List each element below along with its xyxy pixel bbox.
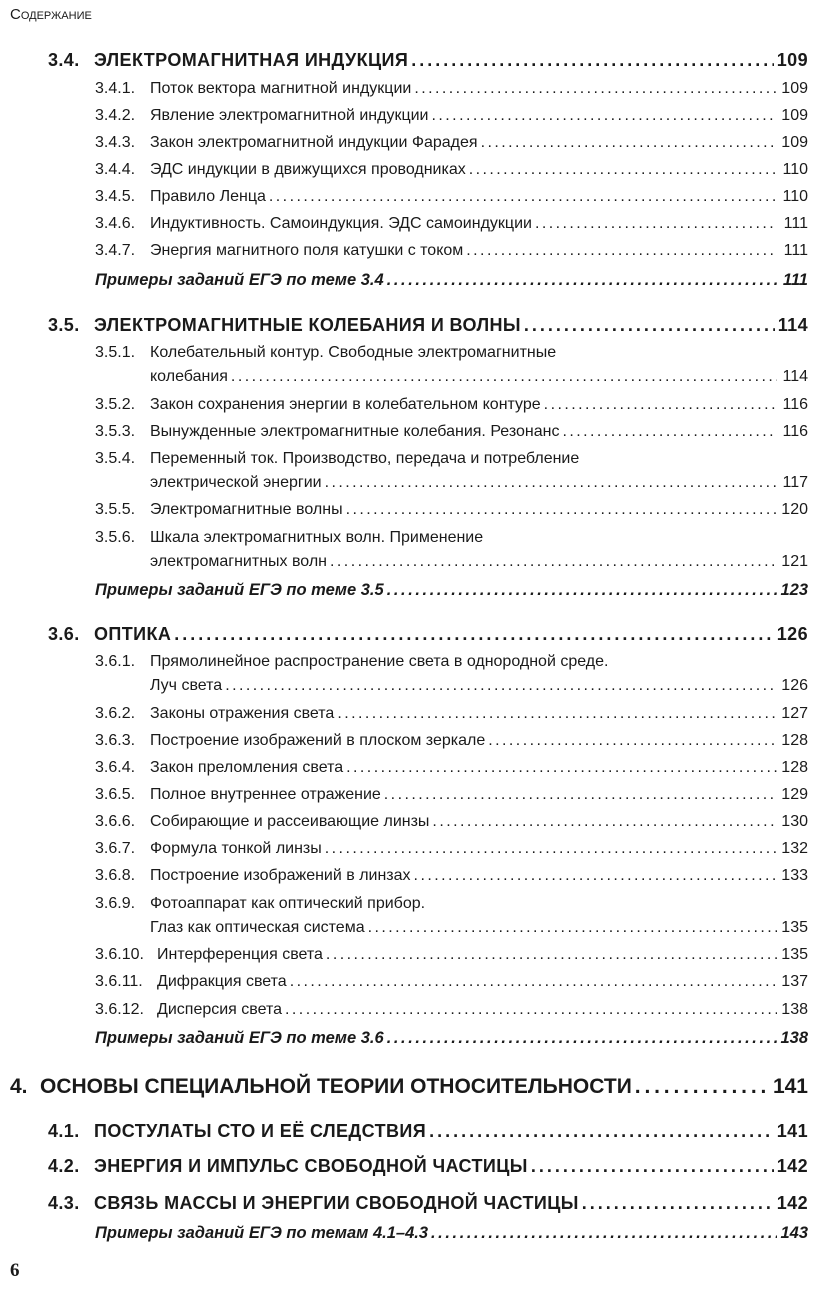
toc-entry-continuation[interactable] <box>150 919 808 937</box>
entry-title: Полное внутреннее отражение <box>150 786 381 803</box>
section-number: 3.5. <box>48 315 80 335</box>
section-number: 4.2. <box>48 1156 80 1176</box>
page-ref: 138 <box>780 1029 808 1047</box>
page-ref: 116 <box>782 396 808 413</box>
toc-examples-4[interactable] <box>0 1224 808 1243</box>
toc-entry[interactable] <box>0 161 808 179</box>
toc-entry[interactable] <box>0 107 808 125</box>
page-ref: 126 <box>776 624 808 644</box>
entry-number: 3.5.3. <box>95 423 136 440</box>
page-ref: 130 <box>781 813 808 830</box>
toc-entry[interactable] <box>0 529 808 547</box>
entry-title: Собирающие и рассеивающие линзы <box>150 813 430 830</box>
entry-number: 3.4.7. <box>95 242 136 259</box>
leader-dots <box>231 368 777 386</box>
leader-dots <box>325 840 777 858</box>
entry-title-cont: Луч света <box>150 677 223 694</box>
toc-entry[interactable] <box>0 813 808 831</box>
leader-dots <box>531 1156 774 1177</box>
entry-title: Индуктивность. Самоиндукция. ЭДС самоиндукции <box>150 215 532 232</box>
leader-dots <box>346 501 777 519</box>
page-ref: 129 <box>781 786 808 803</box>
page-ref: 141 <box>772 1075 808 1098</box>
page-ref: 111 <box>783 242 808 259</box>
leader-dots <box>429 1121 774 1142</box>
toc-entry[interactable] <box>0 1001 808 1019</box>
page-number: 6 <box>10 1260 20 1281</box>
leader-dots <box>466 242 777 260</box>
entry-title: Шкала электромагнитных волн. Применение <box>150 529 484 546</box>
entry-title: Построение изображений в плоском зеркале <box>150 732 486 749</box>
toc-entry-continuation[interactable] <box>150 474 808 492</box>
toc-entry[interactable] <box>0 732 808 750</box>
toc-entry[interactable] <box>0 759 808 777</box>
entry-title: Явление электромагнитной индукции <box>150 107 429 124</box>
toc-entry[interactable] <box>0 396 808 414</box>
page-ref: 128 <box>781 759 808 776</box>
entry-title: Переменный ток. Производство, передача и потребление <box>150 450 580 467</box>
entry-title: Формула тонкой линзы <box>150 840 322 857</box>
chapter-title: ОСНОВЫ СПЕЦИАЛЬНОЙ ТЕОРИИ ОТНОСИТЕЛЬНОСТИ <box>40 1075 632 1098</box>
entry-number: 3.6.12. <box>95 1001 144 1018</box>
page-ref: 116 <box>782 423 808 440</box>
page-ref: 138 <box>781 1001 808 1018</box>
leader-dots <box>524 315 775 336</box>
entry-number: 3.4.2. <box>95 107 136 124</box>
leader-dots <box>635 1075 770 1099</box>
entry-number: 3.4.4. <box>95 161 136 178</box>
toc-section-4-1[interactable] <box>0 1121 808 1142</box>
toc-entry[interactable] <box>0 973 808 991</box>
leader-dots <box>535 215 777 233</box>
entry-number: 3.6.1. <box>95 653 136 670</box>
leader-dots <box>414 80 777 98</box>
page-ref: 110 <box>782 188 808 205</box>
toc-entry[interactable] <box>0 895 808 913</box>
leader-dots <box>432 813 777 831</box>
entry-title: Энергия магнитного поля катушки с током <box>150 242 464 259</box>
examples-title: Примеры заданий ЕГЭ по теме 3.5 <box>95 581 384 599</box>
toc-entry[interactable] <box>0 450 808 468</box>
page-ref: 120 <box>781 501 808 518</box>
page-ref: 141 <box>776 1121 808 1141</box>
entry-number: 3.5.1. <box>95 344 136 361</box>
leader-dots <box>582 1193 774 1214</box>
entry-number: 3.5.4. <box>95 450 136 467</box>
page-ref: 114 <box>782 368 808 385</box>
entry-number: 3.6.2. <box>95 705 136 722</box>
toc-entry-continuation[interactable] <box>150 553 808 571</box>
entry-number: 3.6.4. <box>95 759 136 776</box>
leader-dots <box>544 396 777 414</box>
toc-entry[interactable] <box>0 840 808 858</box>
leader-dots <box>326 946 777 964</box>
leader-dots <box>414 867 777 885</box>
entry-title: Дифракция света <box>157 973 287 990</box>
leader-dots <box>330 553 777 571</box>
section-title: СВЯЗЬ МАССЫ И ЭНЕРГИИ СВОБОДНОЙ ЧАСТИЦЫ <box>94 1193 579 1213</box>
toc-entry-continuation[interactable] <box>150 368 808 386</box>
leader-dots <box>225 677 777 695</box>
entry-title-cont: электрической энергии <box>150 474 322 491</box>
section-title: ЭЛЕКТРОМАГНИТНЫЕ КОЛЕБАНИЯ И ВОЛНЫ <box>94 315 521 335</box>
toc-entry[interactable] <box>0 134 808 152</box>
leader-dots <box>481 134 777 152</box>
entry-title: Колебательный контур. Свободные электромагнитные <box>150 344 557 361</box>
page-ref: 114 <box>777 315 808 335</box>
leader-dots <box>346 759 777 777</box>
entry-number: 3.4.3. <box>95 134 136 151</box>
toc-entry[interactable] <box>0 501 808 519</box>
section-title: ЭЛЕКТРОМАГНИТНАЯ ИНДУКЦИЯ <box>94 50 409 70</box>
section-number: 3.4. <box>48 50 80 70</box>
page-ref: 143 <box>780 1224 808 1242</box>
page-ref: 109 <box>776 50 808 70</box>
toc-entry[interactable] <box>0 188 808 206</box>
leader-dots <box>432 107 778 125</box>
toc-section-3-4[interactable] <box>0 50 808 71</box>
entry-title: Электромагнитные волны <box>150 501 343 518</box>
entry-number: 3.6.6. <box>95 813 136 830</box>
entry-number: 3.6.3. <box>95 732 136 749</box>
toc-chapter-4[interactable] <box>0 1075 808 1099</box>
toc-entry[interactable] <box>0 80 808 98</box>
leader-dots <box>325 474 777 492</box>
page-ref: 111 <box>783 215 808 232</box>
entry-title: Правило Ленца <box>150 188 266 205</box>
toc-examples-3-5[interactable] <box>0 581 808 600</box>
page-ref: 132 <box>781 840 808 857</box>
leader-dots <box>368 919 777 937</box>
entry-title-cont: Глаз как оптическая система <box>150 919 365 936</box>
leader-dots <box>384 786 777 804</box>
running-head: Содержание <box>10 6 92 23</box>
toc-entry[interactable] <box>0 867 808 885</box>
entry-title: Интерференция света <box>157 946 323 963</box>
leader-dots <box>387 271 777 290</box>
toc-entry[interactable] <box>0 786 808 804</box>
leader-dots <box>285 1001 777 1019</box>
toc-section-4-3[interactable] <box>0 1193 808 1214</box>
page-ref: 123 <box>780 581 808 599</box>
toc-section-3-5[interactable] <box>0 315 808 336</box>
toc-section-3-6[interactable] <box>0 624 808 645</box>
entry-title: Закон сохранения энергии в колебательном контуре <box>150 396 541 413</box>
entry-number: 3.4.5. <box>95 188 136 205</box>
entry-number: 3.6.7. <box>95 840 136 857</box>
entry-number: 3.6.10. <box>95 946 144 963</box>
toc-entry[interactable] <box>0 653 808 671</box>
entry-number: 3.6.8. <box>95 867 136 884</box>
page-ref: 109 <box>781 134 808 151</box>
toc-entry-continuation[interactable] <box>150 677 808 695</box>
examples-title: Примеры заданий ЕГЭ по теме 3.4 <box>95 271 384 289</box>
page-ref: 127 <box>781 705 808 722</box>
leader-dots <box>431 1224 777 1243</box>
entry-title: Поток вектора магнитной индукции <box>150 80 412 97</box>
leader-dots <box>387 1029 777 1048</box>
section-title: ЭНЕРГИЯ И ИМПУЛЬС СВОБОДНОЙ ЧАСТИЦЫ <box>94 1156 528 1176</box>
entry-number: 3.5.5. <box>95 501 136 518</box>
leader-dots <box>469 161 777 179</box>
chapter-number: 4. <box>10 1075 28 1098</box>
entry-title: Закон электромагнитной индукции Фарадея <box>150 134 478 151</box>
entry-title-cont: колебания <box>150 368 228 385</box>
toc-examples-3-6[interactable] <box>0 1029 808 1048</box>
page-ref: 135 <box>781 919 808 936</box>
entry-title: ЭДС индукции в движущихся проводниках <box>150 161 466 178</box>
toc-entry[interactable] <box>0 946 808 964</box>
page-ref: 135 <box>781 946 808 963</box>
page-ref: 109 <box>781 80 808 97</box>
entry-title: Закон преломления света <box>150 759 344 776</box>
page-ref: 117 <box>782 474 808 491</box>
section-number: 3.6. <box>48 624 80 644</box>
entry-number: 3.5.2. <box>95 396 136 413</box>
page-ref: 128 <box>781 732 808 749</box>
examples-title: Примеры заданий ЕГЭ по теме 3.6 <box>95 1029 384 1047</box>
section-title: ОПТИКА <box>94 624 172 644</box>
entry-number: 3.6.5. <box>95 786 136 803</box>
page-ref: 133 <box>781 867 808 884</box>
toc-entry[interactable] <box>0 423 808 441</box>
entry-number: 3.4.1. <box>95 80 136 97</box>
page-ref: 126 <box>781 677 808 694</box>
section-number: 4.1. <box>48 1121 80 1141</box>
page-ref: 109 <box>781 107 808 124</box>
leader-dots <box>337 705 777 723</box>
entry-title: Дисперсия света <box>157 1001 283 1018</box>
entry-title: Прямолинейное распространение света в однородной среде. <box>150 653 609 670</box>
leader-dots <box>411 50 774 71</box>
entry-title: Законы отражения света <box>150 705 335 722</box>
page-ref: 111 <box>782 271 808 289</box>
page-ref: 137 <box>781 973 808 990</box>
toc-entry[interactable] <box>0 215 808 233</box>
leader-dots <box>387 581 777 600</box>
toc-section-4-2[interactable] <box>0 1156 808 1177</box>
entry-number: 3.5.6. <box>95 529 136 546</box>
leader-dots <box>174 624 774 645</box>
toc-entry[interactable] <box>0 344 808 362</box>
leader-dots <box>562 423 777 441</box>
page-ref: 110 <box>782 161 808 178</box>
page-ref: 142 <box>776 1193 808 1213</box>
leader-dots <box>290 973 777 991</box>
entry-title: Вынужденные электромагнитные колебания. Резонанс <box>150 423 560 440</box>
leader-dots <box>488 732 777 750</box>
section-number: 4.3. <box>48 1193 80 1213</box>
toc-entry[interactable] <box>0 705 808 723</box>
leader-dots <box>269 188 777 206</box>
entry-number: 3.6.11. <box>95 973 143 990</box>
entry-number: 3.4.6. <box>95 215 136 232</box>
examples-title: Примеры заданий ЕГЭ по темам 4.1–4.3 <box>95 1224 429 1242</box>
entry-number: 3.6.9. <box>95 895 136 912</box>
section-title: ПОСТУЛАТЫ СТО И ЕЁ СЛЕДСТВИЯ <box>94 1121 427 1141</box>
entry-title: Фотоаппарат как оптический прибор. <box>150 895 426 912</box>
page-ref: 142 <box>776 1156 808 1176</box>
page-ref: 121 <box>781 553 808 570</box>
toc-entry[interactable] <box>0 242 808 260</box>
entry-title: Построение изображений в линзах <box>150 867 411 884</box>
entry-title-cont: электромагнитных волн <box>150 553 328 570</box>
toc-examples-3-4[interactable] <box>0 271 808 290</box>
